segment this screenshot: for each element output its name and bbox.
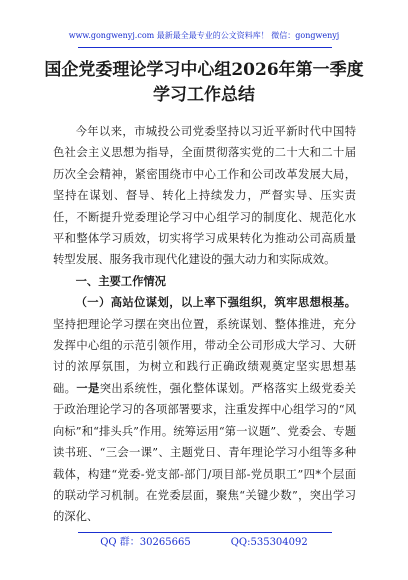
footer-qq: QQ:535304092 bbox=[230, 537, 308, 548]
intro-paragraph: 今年以来，市城投公司党委坚持以习近平新时代中国特色社会主义思想为指导，全面贯彻落实党的二十大和二十届历次全会精神，紧密围绕市中心工作和公司改革发展大局，坚持在谋划、督导、转化上持续发力，严督实导、压实责任，不断提升党委理论学习中心组学习的制度化、规范化水平和整体学习质效，切实将学习成果转化为推动公司高质量转型发展、服务我市现代化建设的强大动力和实际成效。 bbox=[53, 125, 356, 267]
item-lead: （一）高站位谋划，以上率下强组织，筑牢思想根基。 bbox=[75, 295, 356, 310]
footer-banner bbox=[0, 537, 408, 549]
document-body bbox=[53, 121, 356, 528]
header-divider bbox=[78, 47, 332, 48]
footer-qq-group: QQ 群：30265665 bbox=[100, 537, 191, 548]
item-sub-lead: 一是 bbox=[76, 380, 100, 395]
item-paragraph bbox=[53, 292, 356, 527]
header-banner: www.gongwenyj.com 最新最全最专业的公文资料库！ 微信：gongwenyj bbox=[68, 31, 340, 40]
document-title: 国企党委理论学习中心组2026年第一季度学习工作总结 bbox=[44, 60, 364, 105]
item-text-a: 坚持把理论学习摆在突出位置，系统谋划、整体推进，充分发挥中心组的示范引领作用，带动全公司形成大学习、大研讨的浓厚氛围，为树立和践行正确政绩观奠定坚实思想基础。 bbox=[53, 317, 356, 395]
section-heading: 一、主要工作情况 bbox=[75, 273, 166, 288]
item-text-b: 突出系统性，强化整体谋划。严格落实上级党委关于政治理论学习的各项部署要求，注重发挥中心组学习的“风向标”和“排头兵”作用。统筹运用“第一议题”、党委会、专题读书班、“三会一课”、主题党日、青年理论学习小组等多种载体，构建“党委-党支部-部门/项目部-党员职工”四*个层面的联动学习机制。在党委层面，聚焦“关键少数”，突出学习的深化、 bbox=[53, 381, 356, 524]
footer-divider bbox=[78, 532, 332, 533]
